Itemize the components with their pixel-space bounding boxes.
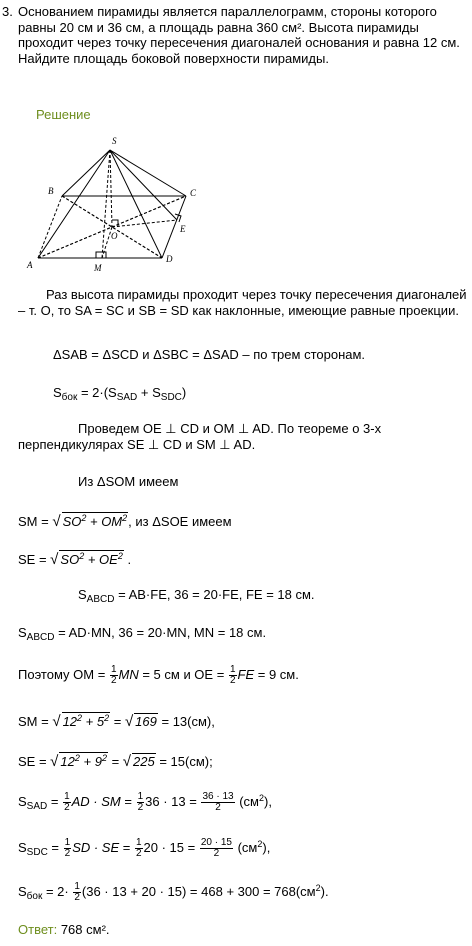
label-b: B bbox=[48, 186, 54, 196]
label-o: O bbox=[111, 231, 118, 241]
solution-line-2: ΔSAB = ΔSCD и ΔSBC = ΔSAD – по трем сторонам. bbox=[53, 347, 366, 362]
label-m: M bbox=[94, 263, 102, 273]
solution-line-11: SM = √ $12^2 + 5^2$ = √ 169 = 13(см), bbox=[18, 713, 215, 730]
solution-line-7: SE = √ $SO^2 + OE^2$ . bbox=[18, 551, 132, 568]
answer bbox=[18, 922, 110, 937]
solution-line-5: Из ΔSOM имеем bbox=[78, 474, 179, 489]
label-d: D bbox=[166, 254, 173, 264]
solution-title: Решение bbox=[36, 107, 91, 122]
label-s: S bbox=[112, 136, 117, 146]
answer-label: Ответ: bbox=[18, 922, 58, 937]
solution-line-15: $S_{бок} = 2\cdot$ $\frac{1}{2}$ $(36 \cdot 13 + 20 \cdot 15) = 468 + 300 = 768(см^2)$. bbox=[18, 881, 329, 903]
solution-line-4: Проведем OE ⊥ CD и OM ⊥ AD. По теореме о 3-х перпендикулярах SE ⊥ CD и SM ⊥ AD. bbox=[18, 421, 382, 452]
label-c: C bbox=[190, 188, 197, 198]
line-10-c: = 9 см. bbox=[257, 666, 299, 682]
line-11-text: = 13(см), bbox=[161, 714, 215, 729]
edge-sa bbox=[38, 150, 110, 258]
line-10-b: = 5 см и OE = bbox=[142, 666, 225, 682]
line-9-text: = AD·MN, 36 = 20·MN, MN = 18 см. bbox=[58, 625, 267, 640]
label-e: E bbox=[180, 224, 186, 234]
solution-line-8: $S_{ABCD} = AB\cdot FE$, 36 = 20·FE, FE = 18 см. bbox=[78, 587, 315, 605]
solution-line-12: SE = √ $12^2 + 9^2$ = √ 225 = 15(см); bbox=[18, 753, 213, 770]
line-6-tail: , из ΔSOE имеем bbox=[128, 514, 232, 529]
solution-line-13: $S_{SAD}$ = $\frac{1}{2}$ AD · SM = $\frac{1}{2}$ 36 · 13 = $\frac{36 \cdot 13}{2}$ $(см^2)$, bbox=[18, 791, 272, 813]
line-8-text: = AB·FE, 36 = 20·FE, FE = 18 см. bbox=[118, 587, 315, 602]
segment-sm bbox=[102, 150, 110, 258]
edge-sb bbox=[62, 150, 110, 196]
answer-value: 768 см². bbox=[60, 922, 110, 937]
pyramid-figure bbox=[26, 134, 206, 274]
label-a: A bbox=[27, 260, 33, 270]
solution-line-9: $S_{ABCD} = AD\cdot MN$, 36 = 20·MN, MN = 18 см. bbox=[18, 625, 267, 643]
solution-line-3: $S_{бок} = 2\cdot(S_{SAD} + S_{SDC})$ bbox=[53, 385, 187, 403]
line-10-a: Поэтому OM = bbox=[18, 666, 106, 682]
problem-number: 3. bbox=[2, 4, 13, 19]
problem-text: Основанием пирамиды является параллелограмм, стороны которого равны 20 см и 36 см, а площадь равна 360 см². Высота пирамиды проходит через точку пересечения диагоналей основания и равна 12 см. Найдите площадь боковой поверхности пирамиды. bbox=[18, 4, 460, 66]
solution-line-1: Раз высота пирамиды проходит через точку пересечения диагоналей – т. O, то SA = SC и SB = SD как наклонные, имеющие равные проекции. bbox=[18, 287, 467, 318]
solution-line-14: $S_{SDC}$ = $\frac{1}{2}$ SD · SE = $\frac{1}{2}$ 20 · 15 = $\frac{20 \cdot 15}{2}$ $(см^2)$, bbox=[18, 837, 271, 859]
height-so bbox=[110, 150, 112, 227]
line-12-text: = 15(см); bbox=[159, 754, 213, 769]
right-angle-m bbox=[96, 252, 106, 258]
solution-line-10: Поэтому OM = $\frac{1}{2}$ MN = 5 см и OE = $\frac{1}{2}$ FE = 9 см. bbox=[18, 664, 299, 686]
solution-line-6: SM = √ $SO^2 + OM^2$, из ΔSOE имеем bbox=[18, 513, 232, 530]
